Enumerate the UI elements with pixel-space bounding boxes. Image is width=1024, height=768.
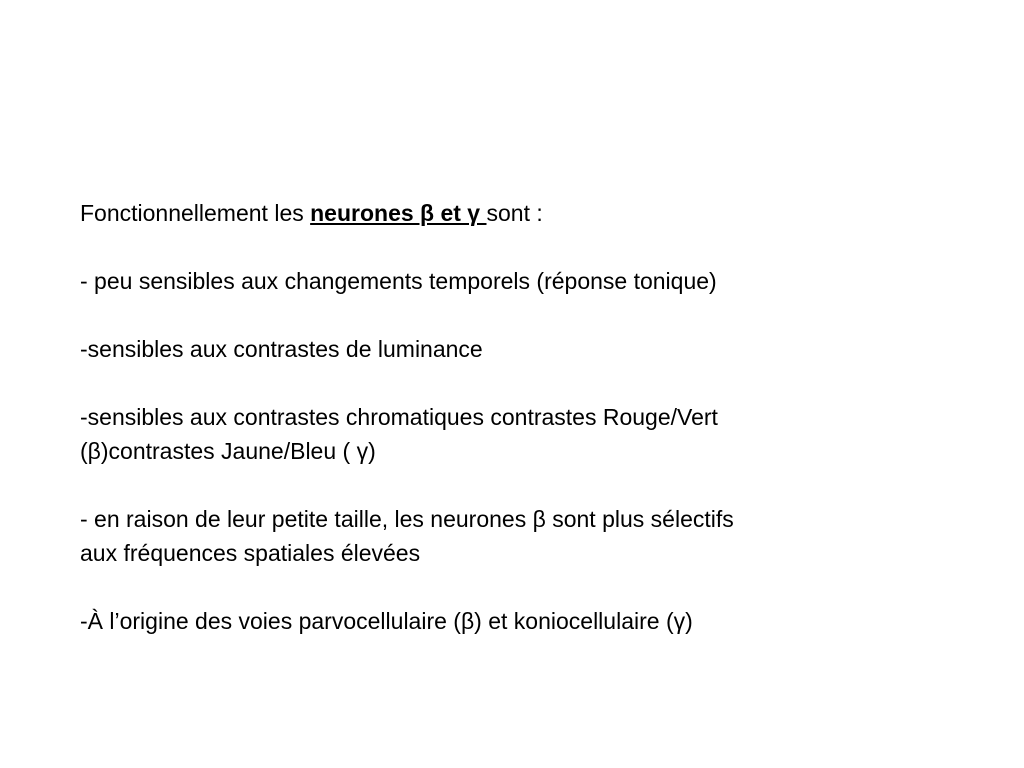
point-4-line-1: - en raison de leur petite taille, les neurones β sont plus sélectifs	[80, 506, 734, 532]
point-1-line-1: - peu sensibles aux changements temporels (réponse tonique)	[80, 268, 717, 294]
point-3-line-2: (β)contrastes Jaune/Bleu ( γ)	[80, 438, 376, 464]
point-4-line-2: aux fréquences spatiales élevées	[80, 540, 421, 566]
spacer	[80, 570, 960, 604]
spacer	[80, 366, 960, 400]
spacer	[80, 230, 960, 264]
spacer	[80, 468, 960, 502]
intro-prefix: Fonctionnellement les	[80, 200, 311, 226]
point-5-line-1: -À l’origine des voies parvocellulaire (β) et koniocellulaire (γ)	[80, 608, 693, 634]
intro-line	[80, 196, 960, 230]
intro-emphasis: neurones β et γ	[310, 200, 487, 226]
point-2-line-1: -sensibles aux contrastes de luminance	[80, 336, 483, 362]
spacer	[80, 298, 960, 332]
intro-suffix: sont :	[486, 200, 543, 226]
slide-content	[80, 196, 960, 638]
point-3-line-1: -sensibles aux contrastes chromatiques contrastes Rouge/Vert	[80, 404, 718, 430]
